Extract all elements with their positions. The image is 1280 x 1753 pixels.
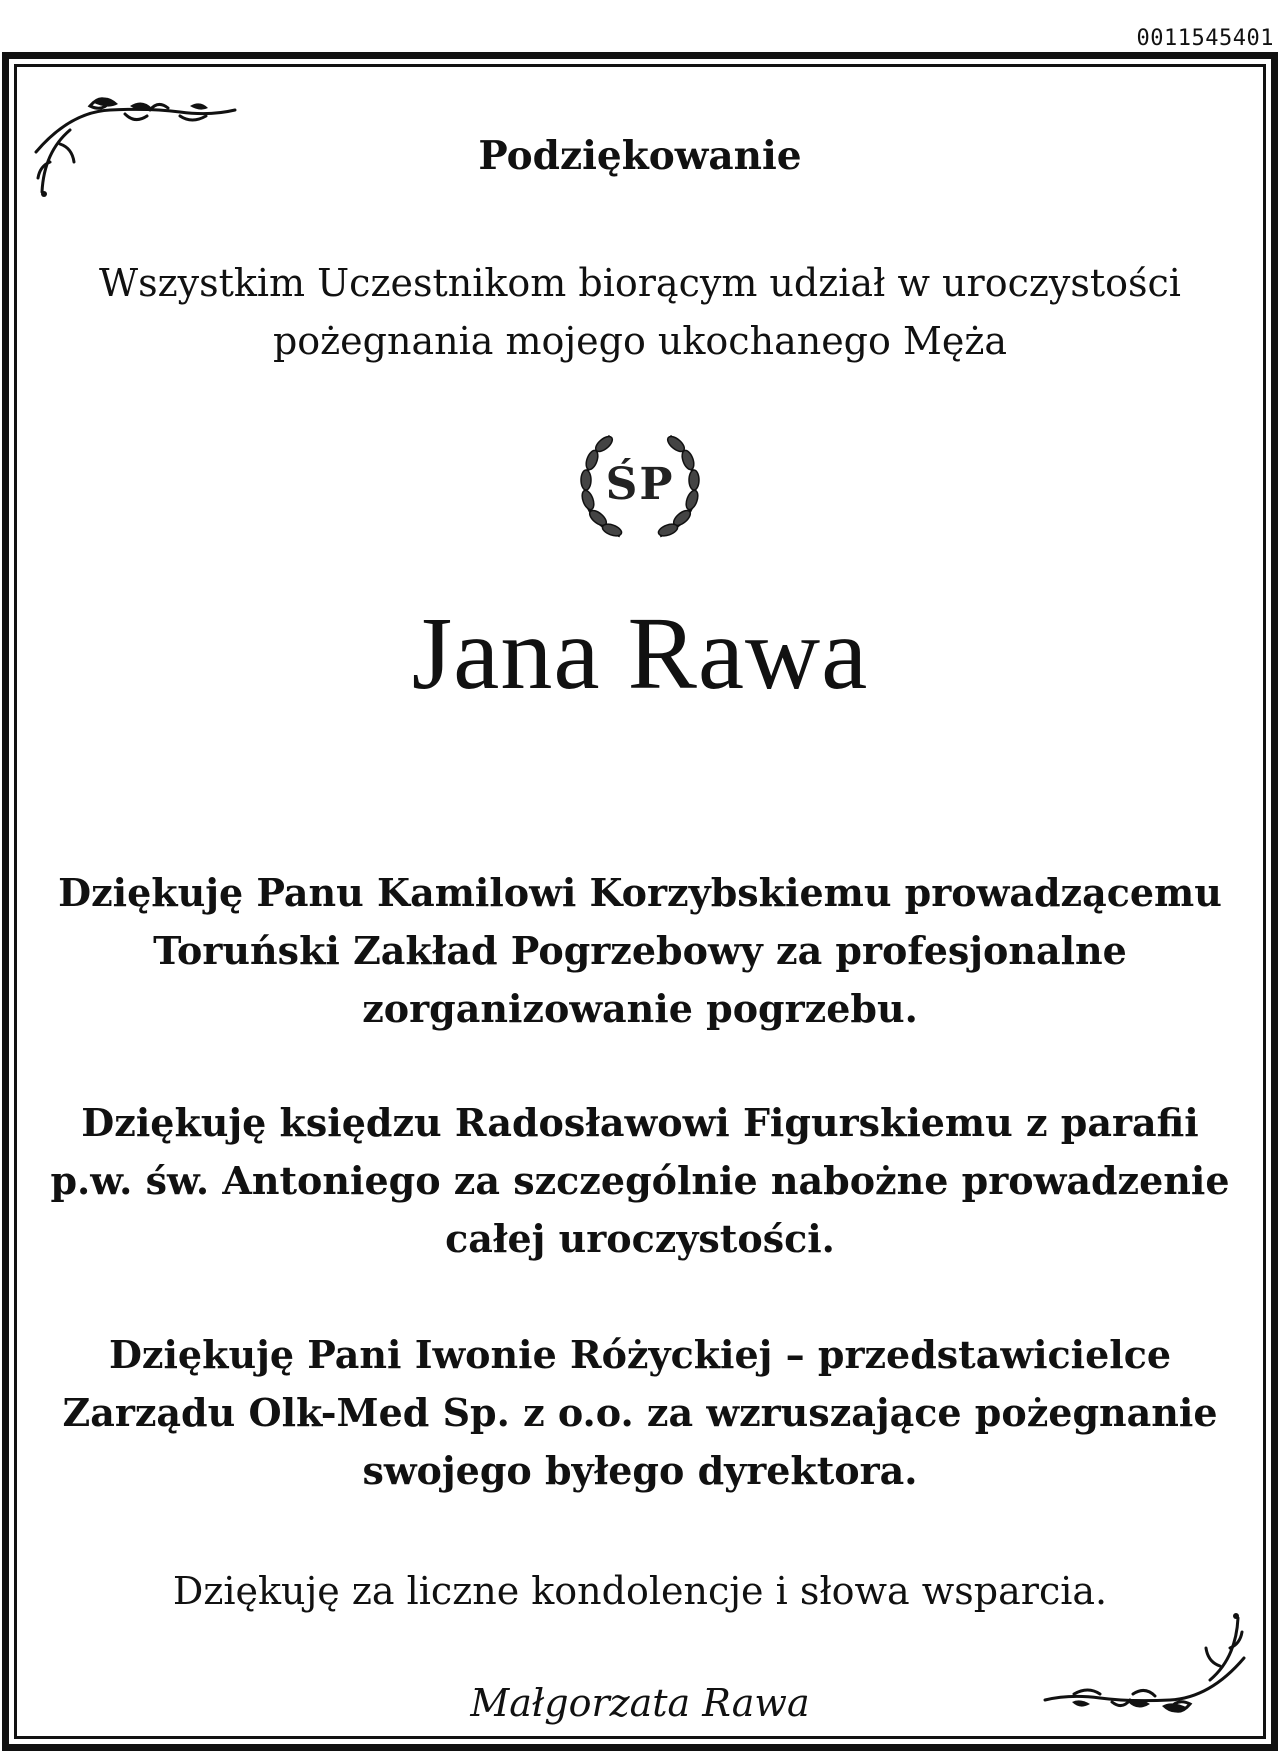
- thanks-paragraph-1: [20, 864, 1260, 1038]
- paragraph-line: swojego byłego dyrektora.: [362, 1448, 918, 1493]
- intro-line-2: pożegnania mojego ukochanego Męża: [272, 319, 1008, 363]
- paragraph-line: zorganizowanie pogrzebu.: [362, 986, 918, 1031]
- paragraph-line: Dziękuję księdzu Radosławowi Figurskiemu z parafii: [81, 1100, 1199, 1145]
- paragraph-line: Toruński Zakład Pogrzebowy za profesjonalne: [153, 928, 1127, 973]
- closing-line: Dziękuję za liczne kondolencje i słowa wsparcia.: [172, 1569, 1108, 1613]
- paragraph-line: p.w. św. Antoniego za szczególnie nabożne prowadzenie: [50, 1158, 1230, 1203]
- paragraph-line: Dziękuję Pani Iwonie Różyckiej – przedstawicielce: [108, 1332, 1172, 1377]
- thanks-paragraph-3: [20, 1326, 1260, 1500]
- intro-line-1: Wszystkim Uczestnikom biorącym udział w uroczystości: [99, 261, 1181, 305]
- thanks-paragraph-2: [20, 1094, 1260, 1268]
- intro-text: [20, 254, 1260, 370]
- deceased-name: Jana Rawa: [411, 596, 869, 711]
- notice-title: Podziękowanie: [478, 133, 802, 179]
- paragraph-line: Zarządu Olk-Med Sp. z o.o. za wzruszające pożegnanie: [62, 1390, 1218, 1435]
- ad-id-number: 0011545401: [1136, 26, 1274, 51]
- paragraph-line: Dziękuję Panu Kamilowi Korzybskiemu prowadzącemu: [58, 870, 1222, 915]
- emblem-text: ŚP: [605, 458, 675, 510]
- signature: Małgorzata Rawa: [470, 1681, 810, 1725]
- paragraph-line: całej uroczystości.: [445, 1216, 835, 1261]
- wreath-emblem: [570, 424, 710, 544]
